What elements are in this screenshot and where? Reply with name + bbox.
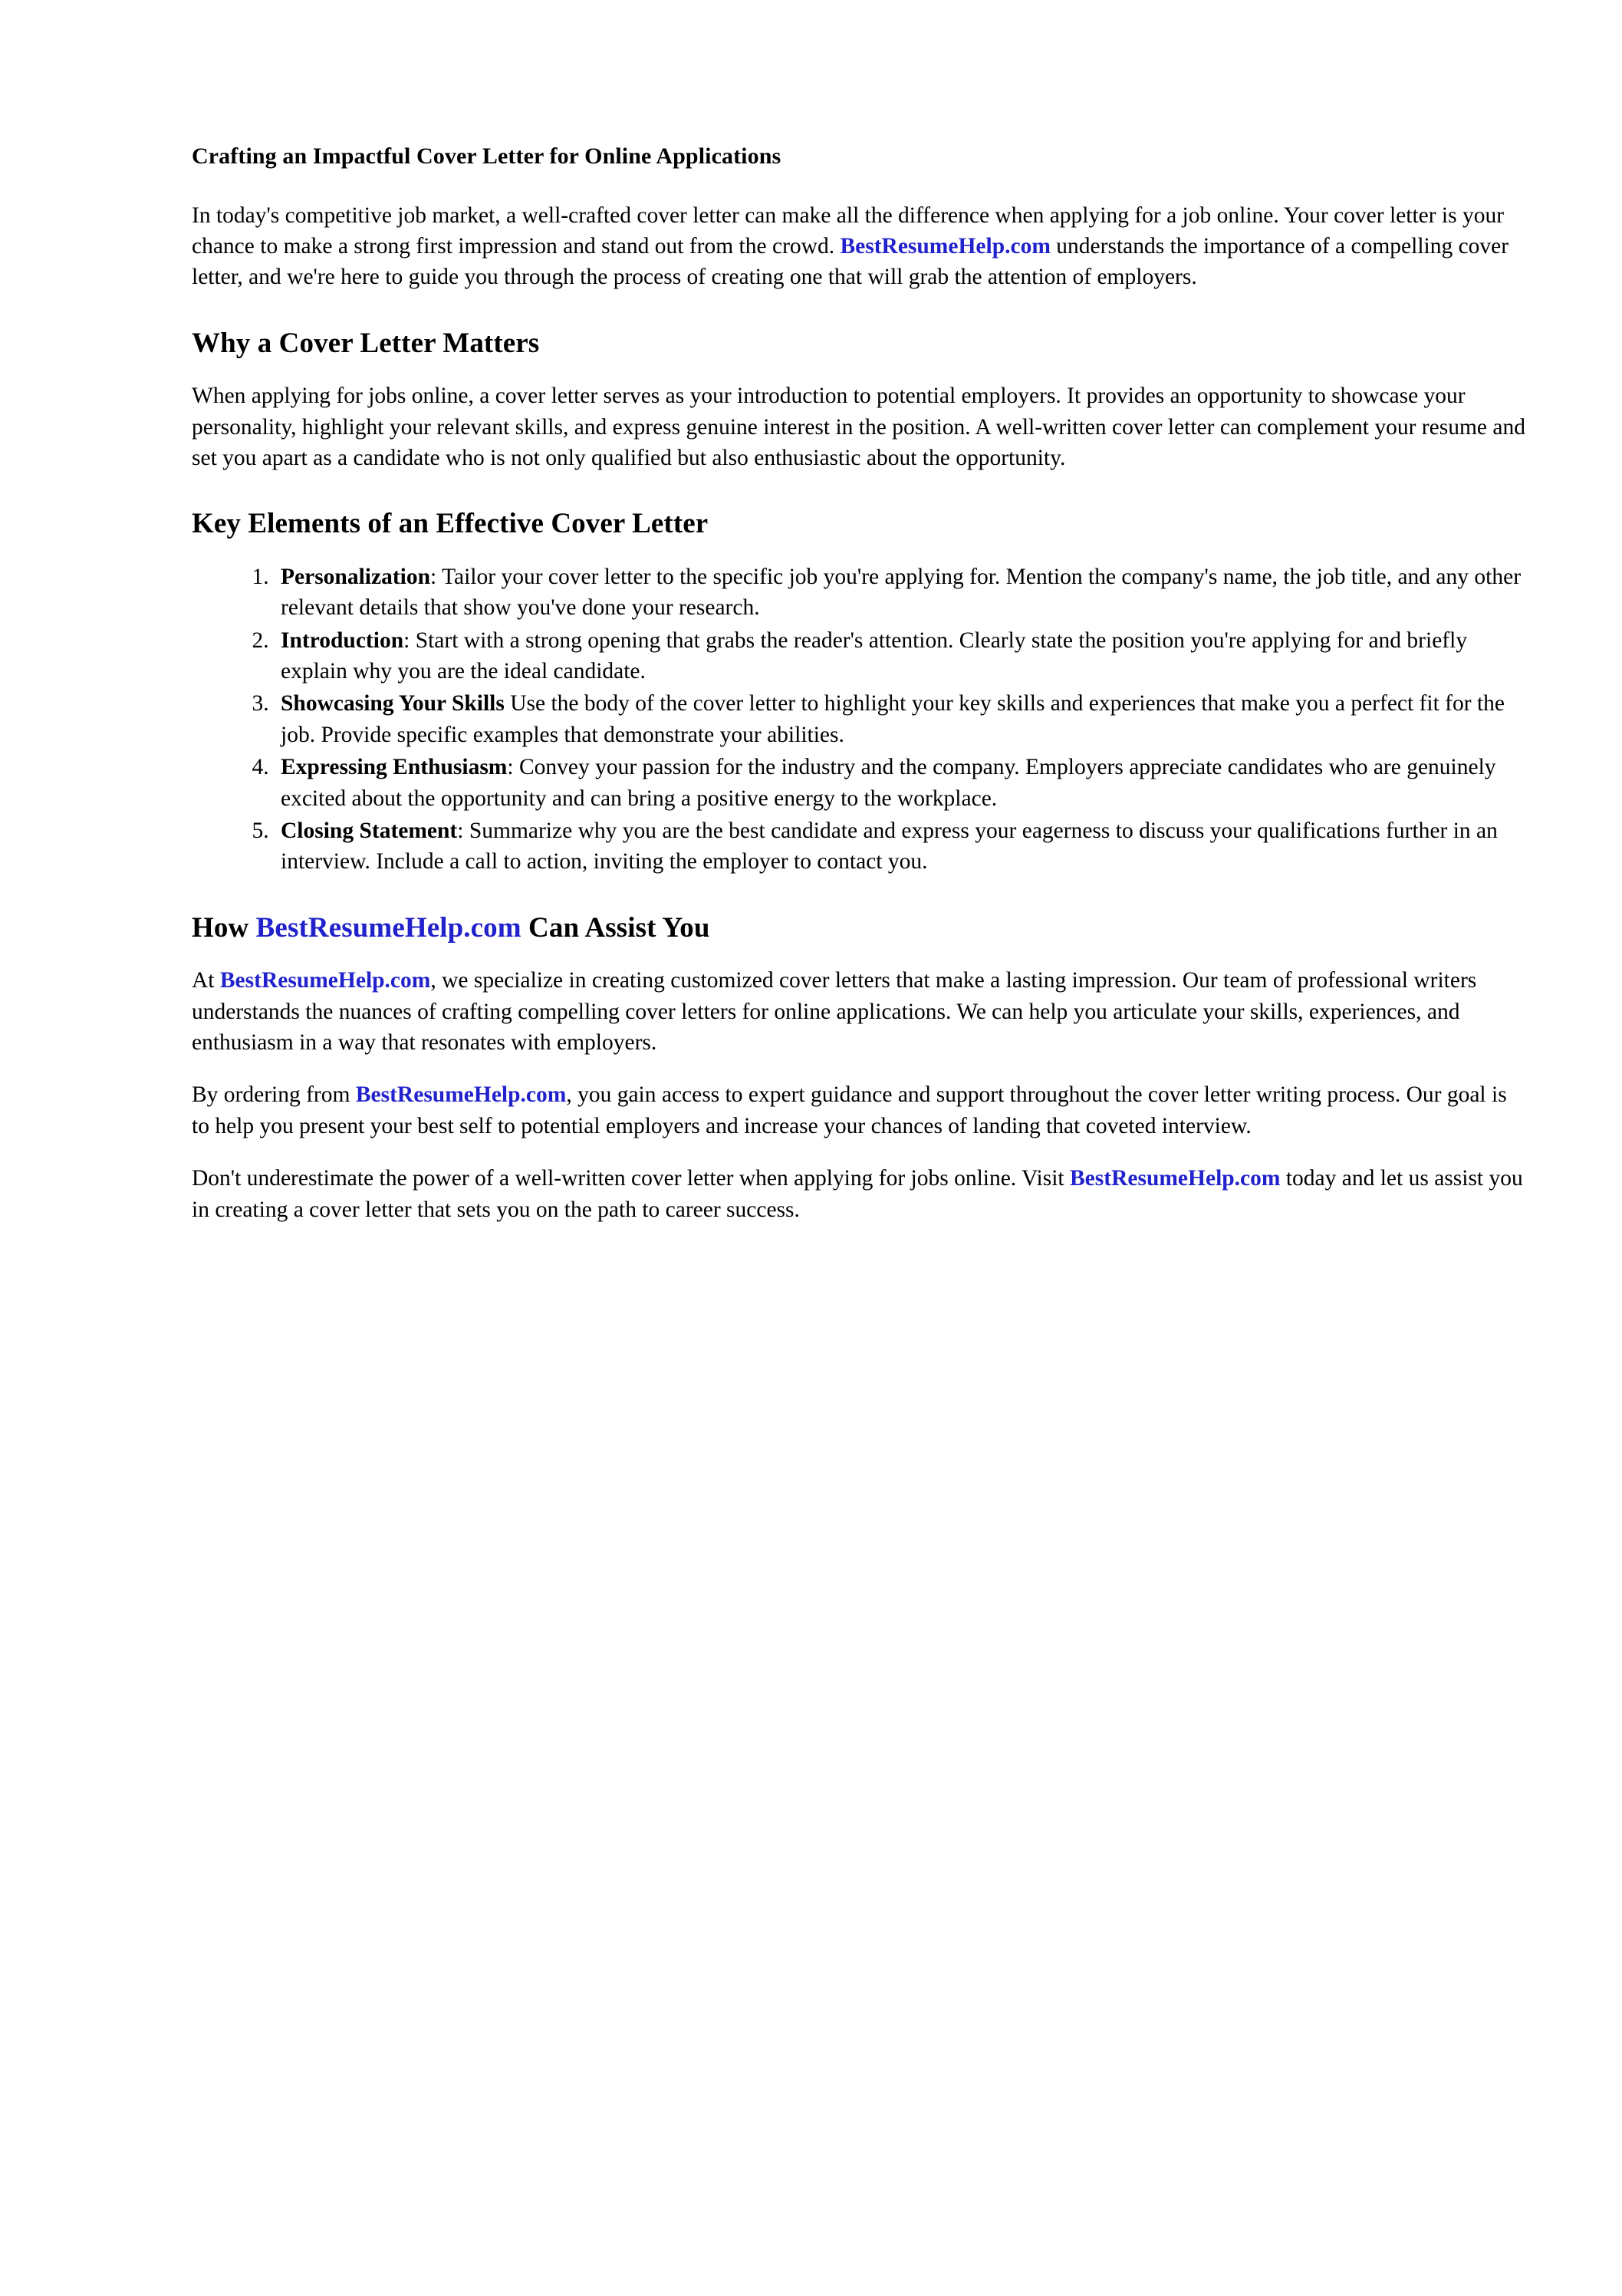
paragraph-text-part1: By ordering from xyxy=(192,1082,356,1108)
list-item xyxy=(275,815,1526,878)
list-item-text: Tailor your cover letter to the specific job you're applying for. Mention the company's name, the job title, and any other relevant details that show you've done your research. xyxy=(281,564,1522,621)
paragraph-text-part1: Don't underestimate the power of a well-written cover letter when applying for jobs online. Visit xyxy=(192,1166,1070,1191)
list-item-text: Summarize why you are the best candidate and express your eagerness to discuss your qualifications further in an interview. Include a call to action, inviting the employer to contact you. xyxy=(281,819,1498,875)
list-item xyxy=(275,625,1526,687)
list-item xyxy=(275,562,1526,624)
list-item-lead: Personalization xyxy=(281,564,431,589)
brand-link[interactable]: BestResumeHelp.com xyxy=(840,234,1051,259)
list-item xyxy=(275,752,1526,814)
brand-link[interactable]: BestResumeHelp.com xyxy=(1070,1166,1281,1191)
list-item-lead: Introduction xyxy=(281,628,404,653)
list-item-lead: Expressing Enthusiasm xyxy=(281,755,508,780)
brand-link[interactable]: BestResumeHelp.com xyxy=(355,1082,567,1108)
assist-paragraph-3 xyxy=(192,1163,1526,1225)
document-content xyxy=(192,143,1526,1225)
list-item xyxy=(275,688,1526,750)
list-item-text: Convey your passion for the industry and the company. Employers appreciate candidates who are genuinely excited about the opportunity and can bring a positive energy to the workplace. xyxy=(281,755,1496,811)
list-item-separator: : xyxy=(507,755,519,780)
intro-paragraph xyxy=(192,200,1526,293)
list-item-separator: : xyxy=(403,628,416,653)
list-item-lead: Closing Statement xyxy=(281,819,458,844)
intro-text-part1: In today's competitive job market, a well-crafted cover letter can make all the difference when applying for a job online. Your cover letter is your chance to make a strong first impression and stand out from the crowd. xyxy=(192,203,1505,259)
assist-paragraph-2 xyxy=(192,1079,1526,1141)
paragraph-text-part2: today and let us assist you in creating a cover letter that sets you on the path to career success. xyxy=(192,1166,1523,1222)
section-heading-why: Why a Cover Letter Matters xyxy=(192,327,540,359)
paragraph-text-part2: , you gain access to expert guidance and support throughout the cover letter writing process. Our goal is to help you present your best self to potential employers and increase your chances of landing that coveted interview. xyxy=(192,1082,1507,1138)
page-title: Crafting an Impactful Cover Letter for Online Applications xyxy=(192,143,781,169)
section-heading-key-elements: Key Elements of an Effective Cover Letter xyxy=(192,508,709,540)
heading-text-before: How xyxy=(192,911,256,944)
section-heading-assist xyxy=(192,911,1526,945)
why-paragraph: When applying for jobs online, a cover letter serves as your introduction to potential employers. It provides an opportunity to showcase your personality, highlight your relevant skills, and express genuine interest in the position. A well-written cover letter can complement your resume and set you apart as a candidate who is not only qualified but also enthusiastic about the opportunity. xyxy=(192,384,1525,471)
paragraph-text-part1: At xyxy=(192,968,220,993)
brand-link[interactable]: BestResumeHelp.com xyxy=(255,911,521,944)
brand-link[interactable]: BestResumeHelp.com xyxy=(219,968,431,993)
list-item-text: Start with a strong opening that grabs the reader's attention. Clearly state the position you're applying for and briefly explain why you are the ideal candidate. xyxy=(281,628,1468,684)
assist-paragraph-1 xyxy=(192,965,1526,1058)
key-elements-list xyxy=(192,562,1526,878)
list-item-lead: Showcasing Your Skills xyxy=(281,691,505,716)
paragraph-text-part2: , we specialize in creating customized cover letters that make a lasting impression. Our team of professional writers understands the nuances of crafting compelling cover letters for online applications. We can help you articulate your skills, experiences, and enthusiasm in a way that resonates with employers. xyxy=(192,968,1477,1056)
list-item-separator: : xyxy=(457,819,469,844)
intro-text-part2: understands the importance of a compelling cover letter, and we're here to guide you through the process of creating one that will grab the attention of employers. xyxy=(192,234,1509,290)
heading-text-after: Can Assist You xyxy=(521,911,710,944)
list-item-text: Use the body of the cover letter to highlight your key skills and experiences that make you a perfect fit for the job. Provide specific examples that demonstrate your abilities. xyxy=(281,691,1505,747)
list-item-separator: : xyxy=(430,564,443,589)
